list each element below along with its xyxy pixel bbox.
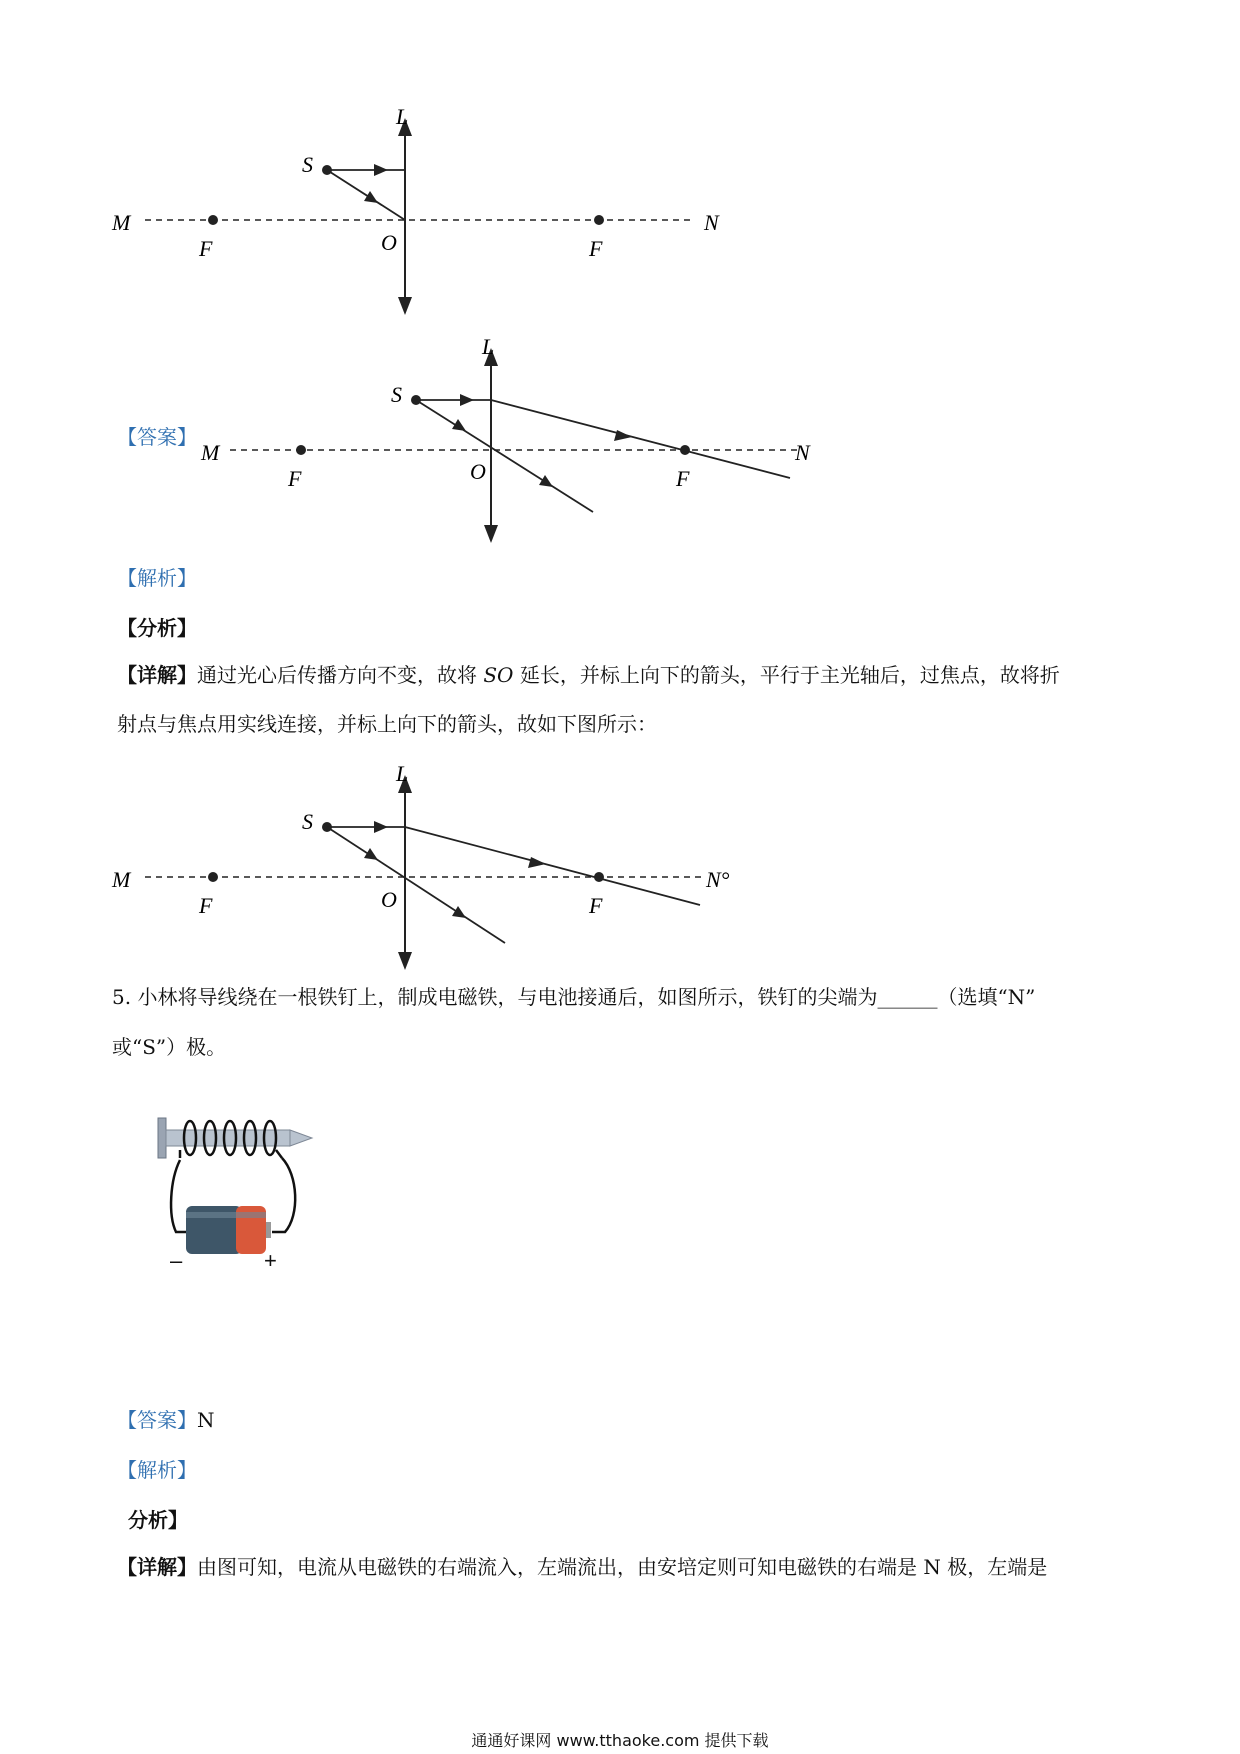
svg-text:M: M (201, 440, 220, 465)
question5-line2: 或“S”）极。 (112, 1035, 227, 1059)
nail-tip (290, 1130, 312, 1146)
detail5: 【详解】由图可知，电流从电磁铁的右端流入，左端流出，由安培定则可知电磁铁的右端是 N 极，左端是 (117, 1555, 1048, 1579)
svg-text:F: F (199, 893, 213, 918)
label-F-left: F (199, 236, 213, 261)
detail-tag-1: 【详解】 (117, 663, 197, 687)
focus-right (594, 215, 604, 225)
svg-text:O: O (381, 887, 397, 912)
svg-text:L: L (482, 334, 495, 359)
question5-line1: 5. 小林将导线绕在一根铁钉上，制成电磁铁，与电池接通后，如图所示，铁钉的尖端为______（选填“N” (112, 985, 1036, 1009)
label-M: M (112, 210, 131, 235)
answer5: 【答案】N (117, 1408, 215, 1432)
label-N: N (704, 210, 719, 235)
detail1-line2: 射点与焦点用实线连接，并标上向下的箭头，故如下图所示： (117, 712, 657, 736)
svg-text:S: S (302, 809, 313, 834)
battery-minus: – (170, 1248, 183, 1273)
label-O: O (381, 230, 397, 255)
detail1-line1: 【详解】通过光心后传播方向不变，故将 SO 延长，并标上向下的箭头，平行于主光轴后，过焦点，故将折 (117, 663, 1060, 687)
fenxi-1: 【分析】 (117, 616, 197, 640)
jiexi-1: 【解析】 (117, 566, 197, 590)
answer1-tag: 【答案】 (117, 425, 197, 449)
electromagnet-figure (158, 1118, 312, 1254)
diagram-1 (111, 104, 720, 315)
label-L: L (396, 104, 409, 129)
label-S: S (302, 152, 313, 177)
nail-head (158, 1118, 166, 1158)
focus-left (208, 215, 218, 225)
svg-text:M: M (112, 867, 131, 892)
battery-plus: + (264, 1248, 277, 1273)
svg-text:F: F (676, 466, 690, 491)
footer: 通通好课网 www.tthaoke.com 提供下载 (471, 1731, 769, 1750)
diagram-3 (111, 761, 730, 970)
svg-text:N: N (795, 440, 810, 465)
svg-text:F: F (589, 893, 603, 918)
jiexi-5: 【解析】 (117, 1458, 197, 1482)
svg-text:S: S (391, 382, 402, 407)
fenxi-5: 分析】 (128, 1508, 188, 1532)
lens-arrow-down (398, 297, 412, 315)
label-F-right: F (589, 236, 603, 261)
svg-text:O: O (470, 459, 486, 484)
svg-text:N°: N° (706, 867, 730, 892)
svg-text:F: F (288, 466, 302, 491)
svg-text:L: L (396, 761, 409, 786)
diagram-2 (200, 334, 811, 543)
